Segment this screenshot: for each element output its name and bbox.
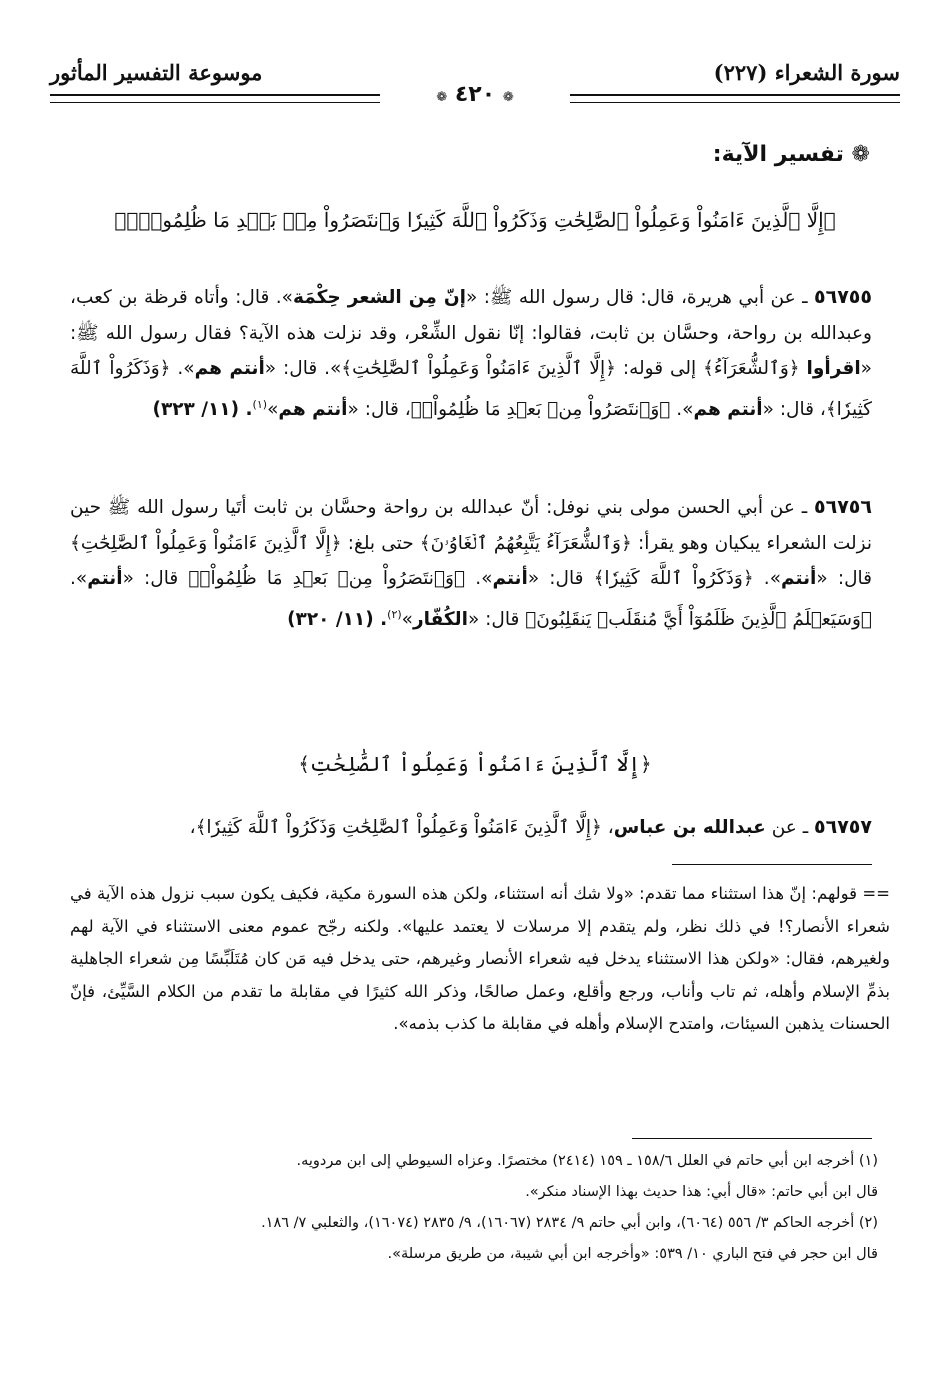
footnotes (70, 1146, 878, 1270)
text-run: ـ عن أبي هريرة، قال: قال رسول الله ﷺ: « (466, 287, 814, 308)
footnote-marker: (١) (252, 397, 268, 411)
ornament-icon: ❁ (436, 90, 448, 105)
header-rule-right (570, 94, 900, 103)
bold-quote: أنتم هم (278, 398, 348, 420)
text-run: ». ﴿وَسَيَعۡلَمُ ٱلَّذِينَ ظَلَمُوٓاْ أَيَّ مُنقَلَبٖ يَنقَلِبُونَ﴾ قال: « (70, 568, 872, 630)
text-run: ». ﴿وَذَكَرُواْ ٱللَّهَ كَثِيرٗا﴾ قال: « (527, 568, 782, 589)
footnote-line: قال ابن حجر في فتح الباري ١٠/ ٥٣٩: «وأخرجه ابن أبي شيبة، من طريق مرسلة». (387, 1246, 878, 1262)
volume-reference: . (١١/ ٣٢٠) (287, 608, 388, 630)
bold-quote: إنّ مِن الشعر حِكْمَة (292, 287, 467, 308)
page-header (50, 60, 900, 120)
footnote-marker: (٢) (387, 607, 402, 621)
text-run: ». ﴿وَذَكَرُواْ ٱللَّهَ كَثِيرٗا﴾، قال: « (70, 358, 872, 420)
header-rule-left (50, 94, 380, 103)
ornament-icon: ❁ (502, 90, 514, 105)
text-run: ». قال: وأتاه قرظة بن كعب، وعبدالله بن رواحة، وحسَّان بن ثابت، فقالوا: إنّا نقول الشِّعْر، وقد نزلت هذه الآية؟ فقال رسول الله ﷺ: « (70, 287, 872, 379)
hadith-number: ٥٦٧٥٥ (814, 286, 872, 308)
text-run: ». ﴿وَٱنتَصَرُواْ مِنۢ بَعۡدِ مَا ظُلِمُواْۗ﴾ قال: « (122, 568, 493, 589)
text-run: » (401, 608, 413, 630)
footnote-line: قال ابن أبي حاتم: «قال أبي: هذا حديث بهذا الإسناد منكر». (525, 1184, 878, 1200)
surah-header: سورة الشعراء (٢٢٧) (713, 60, 900, 85)
bold-quote: أنتم هم (693, 398, 763, 420)
text-run: ، ﴿إِلَّا ٱلَّذِينَ ءَامَنُواْ وَعَمِلُواْ ٱلصَّٰلِحَٰتِ وَذَكَرُواْ ٱللَّهَ كَثِيرٗا﴾، (189, 817, 614, 838)
hadith-number: ٥٦٧٥٧ (814, 816, 872, 838)
hadith-number: ٥٦٧٥٦ (814, 496, 872, 518)
verse-heading: ﴿إِلَّا ٱلَّذِينَ ءَامَنُواْ وَعَمِلُواْ ٱلصَّٰلِحَٰتِ وَذَكَرُواْ ٱللَّهَ كَثِيرٗا وَٱنتَصَرُواْ مِنۢ بَعۡدِ مَا ظُلِمُواْۗ﴾ (114, 208, 836, 232)
section-title: ❁ تفسير الآية: (712, 142, 870, 167)
book-title-header: موسوعة التفسير المأثور (50, 60, 263, 85)
volume-reference: . (١١/ ٣٢٣) (152, 398, 253, 420)
bold-quote: أنتم هم (194, 358, 265, 379)
footnote-line: (١) أخرجه ابن أبي حاتم في العلل ١٥٨/٦ ـ ١٥٩ (٢٤١٤) مختصرًا. وعزاه السيوطي إلى ابن مردويه. (296, 1153, 878, 1169)
text-run: ». ﴿وَٱنتَصَرُواْ مِنۢ بَعۡدِ مَا ظُلِمُواْۗ﴾، قال: « (347, 398, 694, 420)
bold-quote: أنتم (781, 568, 817, 589)
hadith-paragraph (70, 810, 872, 846)
footnote-divider (632, 1138, 872, 1139)
bold-quote: أنتم (492, 568, 528, 589)
page-number-text: ٤٢٠ (454, 82, 496, 107)
bold-quote: أنتم (87, 568, 123, 589)
hadith-paragraph (70, 490, 872, 637)
footnote-line: (٢) أخرجه الحاكم ٣/ ٥٥٦ (٦٠٦٤)، وابن أبي حاتم ٩/ ٢٨٣٤ (١٦٠٦٧)، ٩/ ٢٨٣٥ (١٦٠٧٤)، والثعلبي ٧/ ١٨٦. (261, 1215, 878, 1231)
bold-quote: الكُفّار (412, 608, 468, 630)
bold-quote: اقرأوا (806, 358, 861, 379)
hadith-paragraph (70, 280, 872, 427)
divider (672, 864, 872, 865)
commentary-continuation: == قولهم: إنّ هذا استثناء مما تقدم: «ولا شك أنه استثناء، ولكن هذه السورة مكية، فكيف يكون سبب نزول هذه الآية في شعراء الأنصار؟! في ذلك نظر، ولم يتقدم إلا مرسلات لا يعتمد عليها». ولكنه رجّح عموم معنى الاستثناء في الآية لهم ولغيرهم، فقال: «ولكن هذا الاستثناء يدخل فيه شعراء الأنصار وغيرهم، حتى يدخل فيه مَن كان مُتَلَبِّسًا مِن شعراء الجاهلية بذمِّ الإسلام وأهله، ثم تاب وأناب، ورجع وأقلع، وعمل صالحًا، وذكر الله كثيرًا في مقابلة ما تقدم من الكلام السَّيِّئ، فإنّ الحسنات يذهبن السيئات، وامتدح الإسلام وأهله في مقابلة ما كذب بذمه». (70, 884, 890, 1033)
text-run: ـ عن (765, 817, 815, 838)
verse-heading: ﴿إِلَّا ٱلَّذِينَ ءَامَنُواْ وَعَمِلُواْ ٱلصَّٰلِحَٰتِ﴾ (298, 752, 652, 776)
narrator-name: عبدالله بن عباس (613, 817, 766, 838)
page-number (420, 82, 530, 107)
text-run: ـ عن أبي الحسن مولى بني نوفل: أنّ عبدالله بن رواحة وحسَّان بن ثابت أتَيا رسول الله ﷺ حين نزلت الشعراء يبكيان وهو يقرأ: ﴿وَٱلشُّعَرَآءُ يَتَّبِعُهُمُ ٱلۡغَاوُۥنَ﴾ حتى بلغ: ﴿إِلَّا ٱلَّذِينَ ءَامَنُواْ وَعَمِلُواْ ٱلصَّٰلِحَٰتِ﴾ قال: « (70, 497, 872, 589)
text-run: ﴿وَٱلشُّعَرَآءُ﴾ إلى قوله: ﴿إِلَّا ٱلَّذِينَ ءَامَنُواْ وَعَمِلُواْ ٱلصَّٰلِحَٰتِ﴾». قال: « (264, 358, 807, 379)
text-run: » (267, 398, 279, 420)
